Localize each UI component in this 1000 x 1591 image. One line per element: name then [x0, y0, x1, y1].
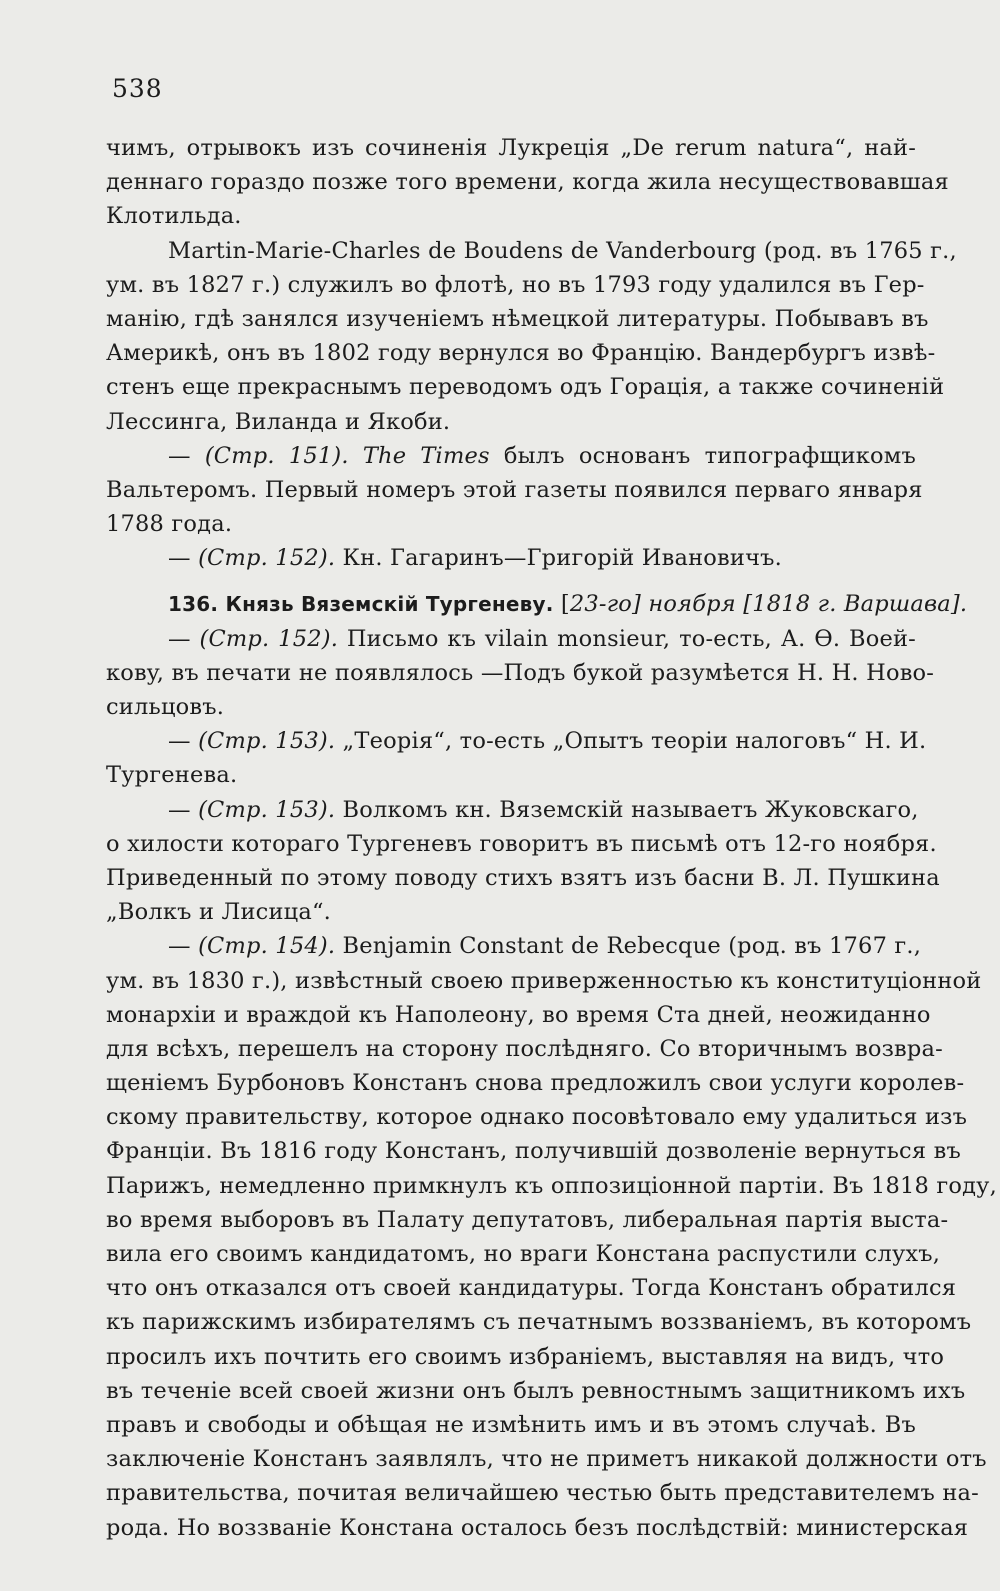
note-text: Benjamin Constant de Rebecque (род. въ 1767 г., [342, 933, 922, 960]
text-line: щеніемъ Бурбоновъ Констанъ снова предложилъ свои услуги королев- [106, 1070, 965, 1097]
letter-day: 23-го] [569, 591, 642, 618]
letter-year: [1818 г. [743, 591, 837, 618]
note-reference: (Стр. 152). [198, 545, 336, 572]
text-line: рода. Но воззваніе Констана осталось безъ послѣдствій: министерская [106, 1514, 969, 1541]
letter-heading [106, 587, 968, 621]
text-line: въ теченіе всей своей жизни онъ былъ ревностнымъ защитникомъ ихъ [106, 1377, 966, 1404]
text-line: 1788 года. [106, 511, 233, 538]
text-line: ковy, въ печати не появлялось —Подъ букой разумѣется Н. Н. Ново- [106, 659, 935, 686]
text-line: правъ и свободы и обѣщая не измѣнить имъ и въ этомъ случаѣ. Въ [106, 1411, 916, 1438]
text-line: деннаго гораздо позже того времени, когда жила несуществовавшая [106, 169, 949, 196]
note-reference: (Стр. 154). [198, 933, 336, 960]
text-line: заключеніе Констанъ заявлялъ, что не приметъ никакой должности отъ [106, 1446, 987, 1473]
text-line: о хилости котораго Тургеневъ говоритъ въ письмѣ отъ 12-го ноября. [106, 830, 937, 857]
text-line: что онъ отказался отъ своей кандидатуры. Тогда Констанъ обратился [106, 1275, 957, 1302]
text-line: Парижъ, немедленно примкнулъ къ оппозиціонной партіи. Въ 1818 году, [106, 1172, 997, 1199]
letter-number: 136. [168, 592, 219, 617]
text-line: во время выборовъ въ Палату депутатовъ, либеральная партія выста- [106, 1206, 949, 1233]
text-line: Приведенный по этому поводу стихъ взятъ изъ басни В. Л. Пушкина [106, 864, 940, 891]
note-teoria [106, 724, 927, 758]
text-line: сильцовъ. [106, 694, 225, 720]
text-line: манію, гдѣ занялся изученіемъ нѣмецкой литературы. Побывавъ въ [106, 305, 929, 332]
note-reference: (Стр. 153). [198, 796, 336, 823]
note-text: былъ основанъ типографщикомъ [503, 442, 917, 469]
note-text: Кн. Гагаринъ—Григорій Ивановичъ. [342, 545, 783, 572]
note-dash: — [168, 933, 191, 960]
text-line: для всѣхъ, перешелъ на сторону послѣдняго. Со вторичнымъ возвра- [106, 1035, 943, 1062]
text-line: Клотильда. [106, 203, 242, 230]
note-dash: — [168, 442, 191, 469]
text-line: монархіи и враждой къ Наполеону, во время Ста дней, неожиданно [106, 1001, 931, 1028]
text-line: правительства, почитая величайшею честью быть представителемъ на- [106, 1480, 979, 1507]
text-line: просилъ ихъ почтить его своимъ избраніемъ, выставляя на видъ, что [106, 1343, 945, 1370]
newspaper-title: The Times [362, 442, 490, 469]
note-dash: — [168, 545, 191, 572]
note-text: „Теорія“, то-есть „Опытъ теоріи налоговъ“ Н. И. [342, 728, 927, 755]
note-dash: — [168, 728, 191, 755]
text-line: Martin-Marie-Charles de Boudens de Vanderbourg (род. въ 1765 г., [168, 237, 957, 264]
note-constant [106, 929, 922, 963]
bracket: [ [560, 591, 570, 618]
note-reference: (Стр. 153). [198, 728, 336, 755]
note-text: Письмо къ vilain monsieur, то-есть, А. Ѳ. Воей- [346, 625, 916, 652]
text-line: ум. въ 1827 г.) служилъ во флотѣ, но въ 1793 году удалился въ Гер- [106, 271, 925, 298]
letter-place: Варшава]. [843, 591, 968, 618]
text-line: Тургенева. [106, 762, 238, 789]
text-line: ум. въ 1830 г.), извѣстный своею приверженностью къ конституціонной [106, 967, 982, 994]
letter-month: ноября [648, 591, 736, 618]
text-line: скому правительству, которое однако посовѣтовало ему удалиться изъ [106, 1104, 968, 1131]
note-gagarin [106, 541, 916, 575]
text-line: Америкѣ, онъ въ 1802 году вернулся во Францію. Вандербургъ извѣ- [106, 340, 936, 367]
text-line: къ парижскимъ избирателямъ съ печатнымъ воззваніемъ, въ которомъ [106, 1309, 972, 1336]
note-dash: — [168, 625, 191, 652]
text-line: „Волкъ и Лисица“. [106, 899, 332, 926]
note-dash: — [168, 796, 191, 823]
text-line: Лессинга, Виланда и Якоби. [106, 408, 451, 435]
note-vilain [106, 622, 916, 656]
letter-title: Князь Вяземскій Тургеневу. [225, 592, 554, 617]
text-line: Франціи. Въ 1816 году Констанъ, получившій дозволеніе вернуться въ [106, 1138, 961, 1165]
note-volkom [106, 793, 919, 827]
text-line: вила его своимъ кандидатомъ, но враги Констана распустили слухъ, [106, 1241, 941, 1267]
note-reference: (Стр. 152). [199, 625, 339, 652]
text-line: стенъ еще прекраснымъ переводомъ одъ Горація, а также сочиненій [106, 374, 945, 401]
text-line: Вальтеромъ. Первый номеръ этой газеты появился перваго января [106, 476, 923, 503]
text-line: чимъ, отрывокъ изъ сочиненія Лукреція „De rerum natura“, най- [106, 135, 916, 161]
note-text: Волкомъ кн. Вяземскій называетъ Жуковскаго, [342, 796, 919, 823]
note-reference: (Стр. 151). [204, 442, 349, 469]
page-number: 538 [112, 74, 163, 103]
page-body [106, 131, 997, 1545]
note-times [106, 439, 916, 473]
